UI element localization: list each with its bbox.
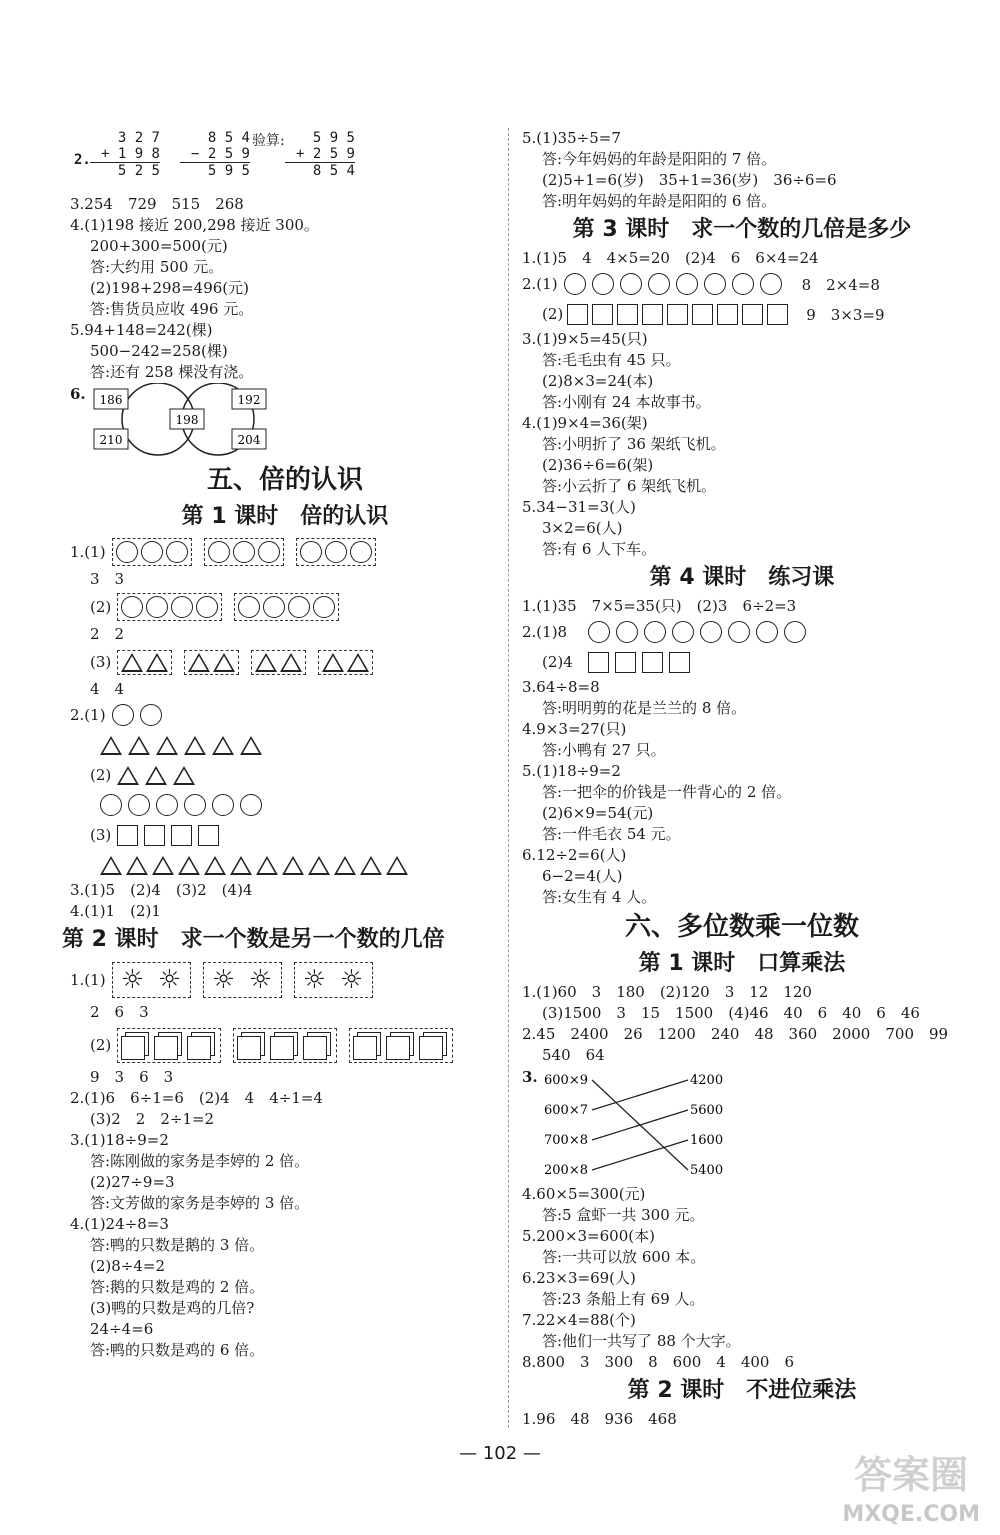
item-label: (2) xyxy=(90,1036,112,1054)
answer-line: 9 3 6 3 xyxy=(90,1068,174,1086)
cube-group xyxy=(117,1028,221,1063)
lesson-title: 第 3 课时 求一个数的几倍是多少 xyxy=(572,217,912,242)
cube-icon xyxy=(237,1036,261,1060)
answer-line: 2.45 2400 26 1200 240 48 360 2000 700 99 xyxy=(522,1025,949,1043)
item-label: 6. xyxy=(70,385,86,403)
match-right-4: 5400 xyxy=(690,1163,724,1178)
item-label: 2.(1) xyxy=(522,275,558,293)
match-right-2: 5600 xyxy=(690,1103,724,1118)
item-label: (2) xyxy=(542,305,564,323)
answer-line: 3.(1)9×5=45(只) xyxy=(522,330,648,348)
answer-line: 4 4 xyxy=(90,680,125,698)
answer-line: 500−242=258(棵) xyxy=(90,342,228,360)
item-label: 1.(1) xyxy=(70,543,106,561)
unit-title: 六、多位数乘一位数 xyxy=(624,912,859,942)
match-right-1: 4200 xyxy=(690,1073,724,1088)
answer-line: 2 2 xyxy=(90,625,125,643)
ring-value-a: 186 xyxy=(99,393,123,407)
cube-icon xyxy=(187,1036,211,1060)
cube-icon xyxy=(303,1036,327,1060)
sun-group xyxy=(112,962,191,998)
answer-line: 答:明明剪的花是兰兰的 8 倍。 xyxy=(542,699,747,717)
answer-line: 4.(1)24÷8=3 xyxy=(70,1215,169,1233)
sun-icon: ☼ xyxy=(339,965,364,995)
shape-row xyxy=(522,269,962,299)
answer-line: 5.200×3=600(本) xyxy=(522,1227,655,1245)
answer-line: 200+300=500(元) xyxy=(90,237,228,255)
answer-line: (2)8×3=24(本) xyxy=(542,372,654,390)
sun-group xyxy=(294,962,373,998)
circle-group xyxy=(296,538,376,566)
left-column xyxy=(62,128,500,1361)
answer-line: (2)27÷9=3 xyxy=(90,1173,175,1191)
answer-line: (2)8÷4=2 xyxy=(90,1257,166,1275)
answer-line: 1.(1)5 4 4×5=20 (2)4 6 6×4=24 xyxy=(522,249,819,267)
calc-b-result: 5 9 5 xyxy=(207,163,250,179)
answer-line: 答:大约用 500 元。 xyxy=(90,258,224,276)
answer-line: 5.34−31=3(人) xyxy=(522,498,636,516)
shape-row xyxy=(522,617,962,647)
lesson-title: 第 2 课时 不进位乘法 xyxy=(627,1378,857,1403)
answer-line: 答:毛毛虫有 45 只。 xyxy=(542,351,681,369)
number-ring-diagram xyxy=(70,383,500,461)
answer-line: 3.(1)5 (2)4 (3)2 (4)4 xyxy=(70,881,253,899)
answer-line: 3.(1)18÷9=2 xyxy=(70,1131,169,1149)
cube-icon xyxy=(121,1036,145,1060)
shape-row xyxy=(70,850,500,880)
answer-line: 2 6 3 xyxy=(90,1003,149,1021)
ring-value-e: 204 xyxy=(237,433,261,447)
calc-c-result: 8 5 4 xyxy=(312,163,355,179)
answer-line: 3 3 xyxy=(90,570,125,588)
watermark-url: MXQE.COM xyxy=(842,1502,980,1527)
answer-line: 4.(1)1 (2)1 xyxy=(70,902,161,920)
lesson-title: 第 2 课时 求一个数是另一个数的几倍 xyxy=(62,927,445,952)
answer-line: 4.(1)9×4=36(架) xyxy=(522,414,648,432)
triangle-group xyxy=(184,650,239,675)
match-right-3: 1600 xyxy=(690,1133,724,1148)
shape-answer: 8 2×4=8 xyxy=(801,275,880,294)
matching-diagram xyxy=(522,1066,962,1184)
answer-line: 1.(1)60 3 180 (2)120 3 12 120 xyxy=(522,983,812,1001)
answer-line: (2)5+1=6(岁) 35+1=36(岁) 36÷6=6 xyxy=(542,171,837,189)
answer-line: 3×2=6(人) xyxy=(542,519,623,537)
answer-line: 5.94+148=242(棵) xyxy=(70,321,213,339)
answer-line: (3)鸭的只数是鸡的几倍? xyxy=(90,1299,255,1317)
lesson-title: 第 4 课时 练习课 xyxy=(649,565,835,590)
answer-line: 1.(1)35 7×5=35(只) (2)3 6÷2=3 xyxy=(522,597,797,615)
circle-group xyxy=(234,593,339,621)
match-left-3: 700×8 xyxy=(544,1133,588,1148)
answer-line: 答:5 盒虾一共 300 元。 xyxy=(542,1206,705,1224)
item-label: 2.(1) xyxy=(70,706,106,724)
sun-icon: ☼ xyxy=(211,965,236,995)
cube-group xyxy=(233,1028,337,1063)
cube-icon xyxy=(154,1036,178,1060)
sun-icon: ☼ xyxy=(248,965,273,995)
answer-line: 6.12÷2=6(人) xyxy=(522,846,627,864)
shape-row xyxy=(522,647,962,677)
answer-line: 答:明年妈妈的年龄是阳阳的 6 倍。 xyxy=(542,192,777,210)
matching-svg xyxy=(542,1066,782,1184)
answer-line: 答:他们一共写了 88 个大字。 xyxy=(542,1332,741,1350)
right-column xyxy=(522,128,962,1430)
item-label: (3) xyxy=(90,653,112,671)
grouping-row xyxy=(70,535,500,569)
shape-row xyxy=(70,730,500,760)
calc-a-result: 5 2 5 xyxy=(117,163,160,179)
lesson-title: 第 1 课时 口算乘法 xyxy=(638,951,846,976)
answer-line: (3)1500 3 15 1500 (4)46 40 6 40 6 46 xyxy=(542,1004,920,1022)
answer-line: 540 64 xyxy=(542,1046,605,1064)
answer-line: 答:一件毛衣 54 元。 xyxy=(542,825,681,843)
item-label: 2.(1)8 xyxy=(522,623,568,641)
answer-line: (2)36÷6=6(架) xyxy=(542,456,654,474)
answer-line: (2)198+298=496(元) xyxy=(90,279,249,297)
item-label: 3. xyxy=(522,1068,538,1086)
calc-a-top: 3 2 7 xyxy=(117,130,160,146)
cube-icon xyxy=(419,1036,443,1060)
lesson-title: 第 1 课时 倍的认识 xyxy=(181,504,389,529)
ring-value-b: 210 xyxy=(99,433,123,447)
match-left-2: 600×7 xyxy=(544,1103,588,1118)
item-label: 1.(1) xyxy=(70,971,106,989)
answer-line: 答:小云折了 6 架纸飞机。 xyxy=(542,477,717,495)
answer-line: 答:还有 258 棵没有浇。 xyxy=(90,363,254,381)
ring-value-d: 192 xyxy=(237,393,261,407)
answer-line: 答:23 条船上有 69 人。 xyxy=(542,1290,705,1308)
calc-b-op: − 2 5 9 xyxy=(180,146,250,163)
cube-icon xyxy=(270,1036,294,1060)
sun-icon: ☼ xyxy=(302,965,327,995)
answer-line: 答:女生有 4 人。 xyxy=(542,888,657,906)
answer-line: 4.9×3=27(只) xyxy=(522,720,627,738)
answer-line: 5.(1)18÷9=2 xyxy=(522,762,621,780)
shape-row xyxy=(70,760,500,790)
answer-line: 7.22×4=88(个) xyxy=(522,1311,636,1329)
sun-group xyxy=(203,962,282,998)
answer-line: 3.64÷8=8 xyxy=(522,678,600,696)
match-left-1: 600×9 xyxy=(544,1073,588,1088)
match-left-4: 200×8 xyxy=(544,1163,588,1178)
answer-line: 1.96 48 936 468 xyxy=(522,1410,677,1428)
answer-line: 答:售货员应收 496 元。 xyxy=(90,300,254,318)
answer-line: 答:鸭的只数是鹅的 3 倍。 xyxy=(90,1236,265,1254)
grouping-row xyxy=(70,645,500,679)
sun-icon: ☼ xyxy=(120,965,145,995)
shape-row xyxy=(70,700,500,730)
answer-line: 答:有 6 人下车。 xyxy=(542,540,657,558)
cube-groups-row xyxy=(70,1023,500,1067)
answer-line: (2)6×9=54(元) xyxy=(542,804,654,822)
answer-line: 答:文芳做的家务是李婷的 3 倍。 xyxy=(90,1194,310,1212)
answer-line: 答:小刚有 24 本故事书。 xyxy=(542,393,711,411)
answer-line: (3)2 2 2÷1=2 xyxy=(90,1110,215,1128)
shape-answer: 9 3×3=9 xyxy=(806,305,885,324)
calc-c-top: 5 9 5 xyxy=(312,130,355,146)
answer-line: 6.23×3=69(人) xyxy=(522,1269,636,1287)
sun-icon: ☼ xyxy=(157,965,182,995)
circle-group xyxy=(112,538,192,566)
answer-line: 8.800 3 300 8 600 4 400 6 xyxy=(522,1353,795,1371)
watermark-logo xyxy=(842,1455,980,1535)
answer-line: 答:一把伞的价钱是一件背心的 2 倍。 xyxy=(542,783,792,801)
answer-line: 4.(1)198 接近 200,298 接近 300。 xyxy=(70,216,319,234)
item-label: (2)4 xyxy=(542,653,573,671)
answer-line: 2.(1)6 6÷1=6 (2)4 4 4÷1=4 xyxy=(70,1089,323,1107)
answer-line: 6−2=4(人) xyxy=(542,867,623,885)
answer-line: 答:今年妈妈的年龄是阳阳的 7 倍。 xyxy=(542,150,777,168)
page-number: — 102 — xyxy=(459,1443,541,1464)
shape-row xyxy=(70,790,500,820)
triangle-group xyxy=(318,650,373,675)
calc-item-label: 2. xyxy=(74,152,91,168)
answer-line: 5.(1)35÷5=7 xyxy=(522,129,621,147)
answer-line: 答:鹅的只数是鸡的 2 倍。 xyxy=(90,1278,265,1296)
item-label: (3) xyxy=(90,826,112,844)
watermark-text: 答案圈 xyxy=(854,1453,969,1497)
cube-group xyxy=(349,1028,453,1063)
circle-group xyxy=(117,593,222,621)
cube-icon xyxy=(386,1036,410,1060)
item-label: (2) xyxy=(90,766,112,784)
vertical-calculation xyxy=(70,128,500,194)
sun-groups-row xyxy=(70,958,500,1002)
cube-icon xyxy=(353,1036,377,1060)
item-label: (2) xyxy=(90,598,112,616)
answer-line: 答:一共可以放 600 本。 xyxy=(542,1248,706,1266)
calc-c-op: + 2 5 9 xyxy=(285,146,355,163)
answer-line: 答:陈刚做的家务是李婷的 2 倍。 xyxy=(90,1152,310,1170)
triangle-group xyxy=(251,650,306,675)
calc-a-op: + 1 9 8 xyxy=(90,146,160,163)
shape-row xyxy=(522,299,962,329)
verify-label: 验算: xyxy=(252,133,285,149)
ring-diagram-svg xyxy=(90,383,290,461)
unit-title: 五、倍的认识 xyxy=(206,465,363,495)
answer-line: 答:小明折了 36 架纸飞机。 xyxy=(542,435,726,453)
triangle-group xyxy=(117,650,172,675)
ring-value-c: 198 xyxy=(175,413,199,427)
circle-group xyxy=(204,538,284,566)
shape-row xyxy=(70,820,500,850)
column-divider xyxy=(508,128,509,1428)
answer-line: 答:小鸭有 27 只。 xyxy=(542,741,666,759)
answer-line: 24÷4=6 xyxy=(90,1320,154,1338)
answer-line: 3.254 729 515 268 xyxy=(70,195,244,213)
answer-line: 4.60×5=300(元) xyxy=(522,1185,646,1203)
calc-b-top: 8 5 4 xyxy=(207,130,250,146)
answer-line: 答:鸭的只数是鸡的 6 倍。 xyxy=(90,1341,265,1359)
grouping-row xyxy=(70,590,500,624)
